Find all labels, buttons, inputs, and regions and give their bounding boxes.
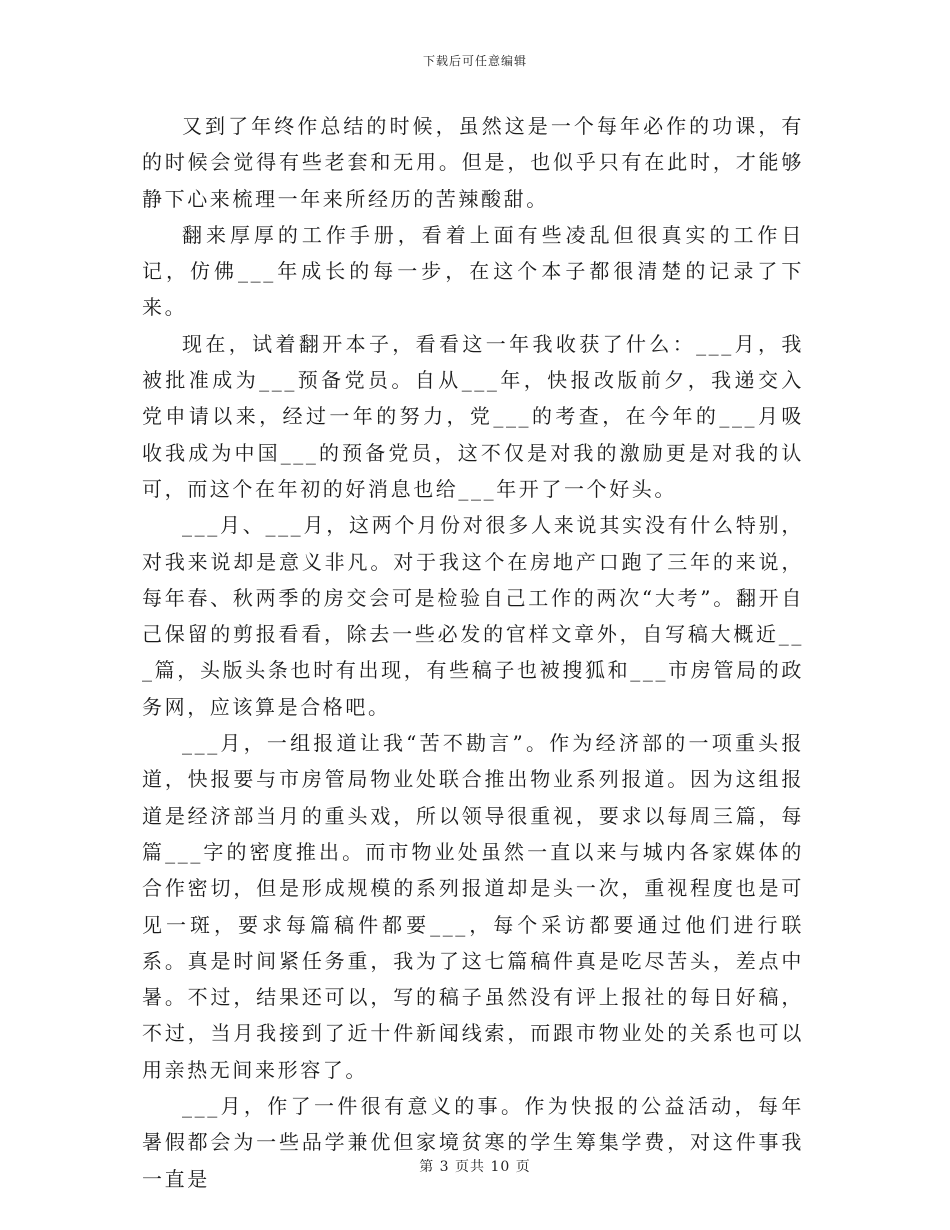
- document-body: [142, 108, 804, 1197]
- paragraph-6: ___月，作了一件很有意义的事。作为快报的公益活动，每年暑假都会为一些品学兼优但家境贫寒的学生筹集学费，对这件事我一直是: [142, 1094, 804, 1191]
- paragraph-5: ___月，一组报道让我“苦不勘言”。作为经济部的一项重头报道，快报要与市房管局物业处联合推出物业系列报道。因为这组报道是经济部当月的重头戏，所以领导很重视，要求以每周三篇，每篇___字的密度推出。而市物业处虽然一直以来与城内各家媒体的合作密切，但是形成规模的系列报道却是头一次，重视程度也是可见一斑，要求每篇稿件都要___，每个采访都要通过他们进行联系。真是时间紧任务重，我为了这七篇稿件真是吃尽苦头，差点中暑。不过，结果还可以，写的稿子虽然没有评上报社的每日好稿，不过，当月我接到了近十件新闻线索，而跟市物业处的关系也可以用亲热无间来形容了。: [142, 731, 804, 1082]
- paragraph-3: 现在，试着翻开本子，看看这一年我收获了什么：___月，我被批准成为___预备党员。自从___年，快报改版前夕，我递交入党申请以来，经过一年的努力，党___的考查，在今年的___月吸收我成为中国___的预备党员，这不仅是对我的激励更是对我的认可，而这个在年初的好消息也给___年开了一个好头。: [142, 331, 804, 501]
- paragraph-2: 翻来厚厚的工作手册，看着上面有些凌乱但很真实的工作日记，仿佛___年成长的每一步，在这个本子都很清楚的记录了下来。: [142, 222, 804, 320]
- page-header: 下载后可任意编辑: [422, 54, 527, 68]
- page-number: 第 3 页共 10 页: [419, 1159, 531, 1175]
- paragraph-1: 又到了年终作总结的时候，虽然这是一个每年必作的功课，有的时候会觉得有些老套和无用。但是，也似乎只有在此时，才能够静下心来梳理一年来所经历的苦辣酸甜。: [142, 114, 804, 211]
- paragraph-4: ___月、___月，这两个月份对很多人来说其实没有什么特别，对我来说却是意义非凡。对于我这个在房地产口跑了三年的来说，每年春、秋两季的房交会可是检验自己工作的两次“大考”。翻开自己保留的剪报看看，除去一些必发的官样文章外，自写稿大概近___篇，头版头条也时有出现，有些稿子也被搜狐和___市房管局的政务网，应该算是合格吧。: [142, 513, 804, 719]
